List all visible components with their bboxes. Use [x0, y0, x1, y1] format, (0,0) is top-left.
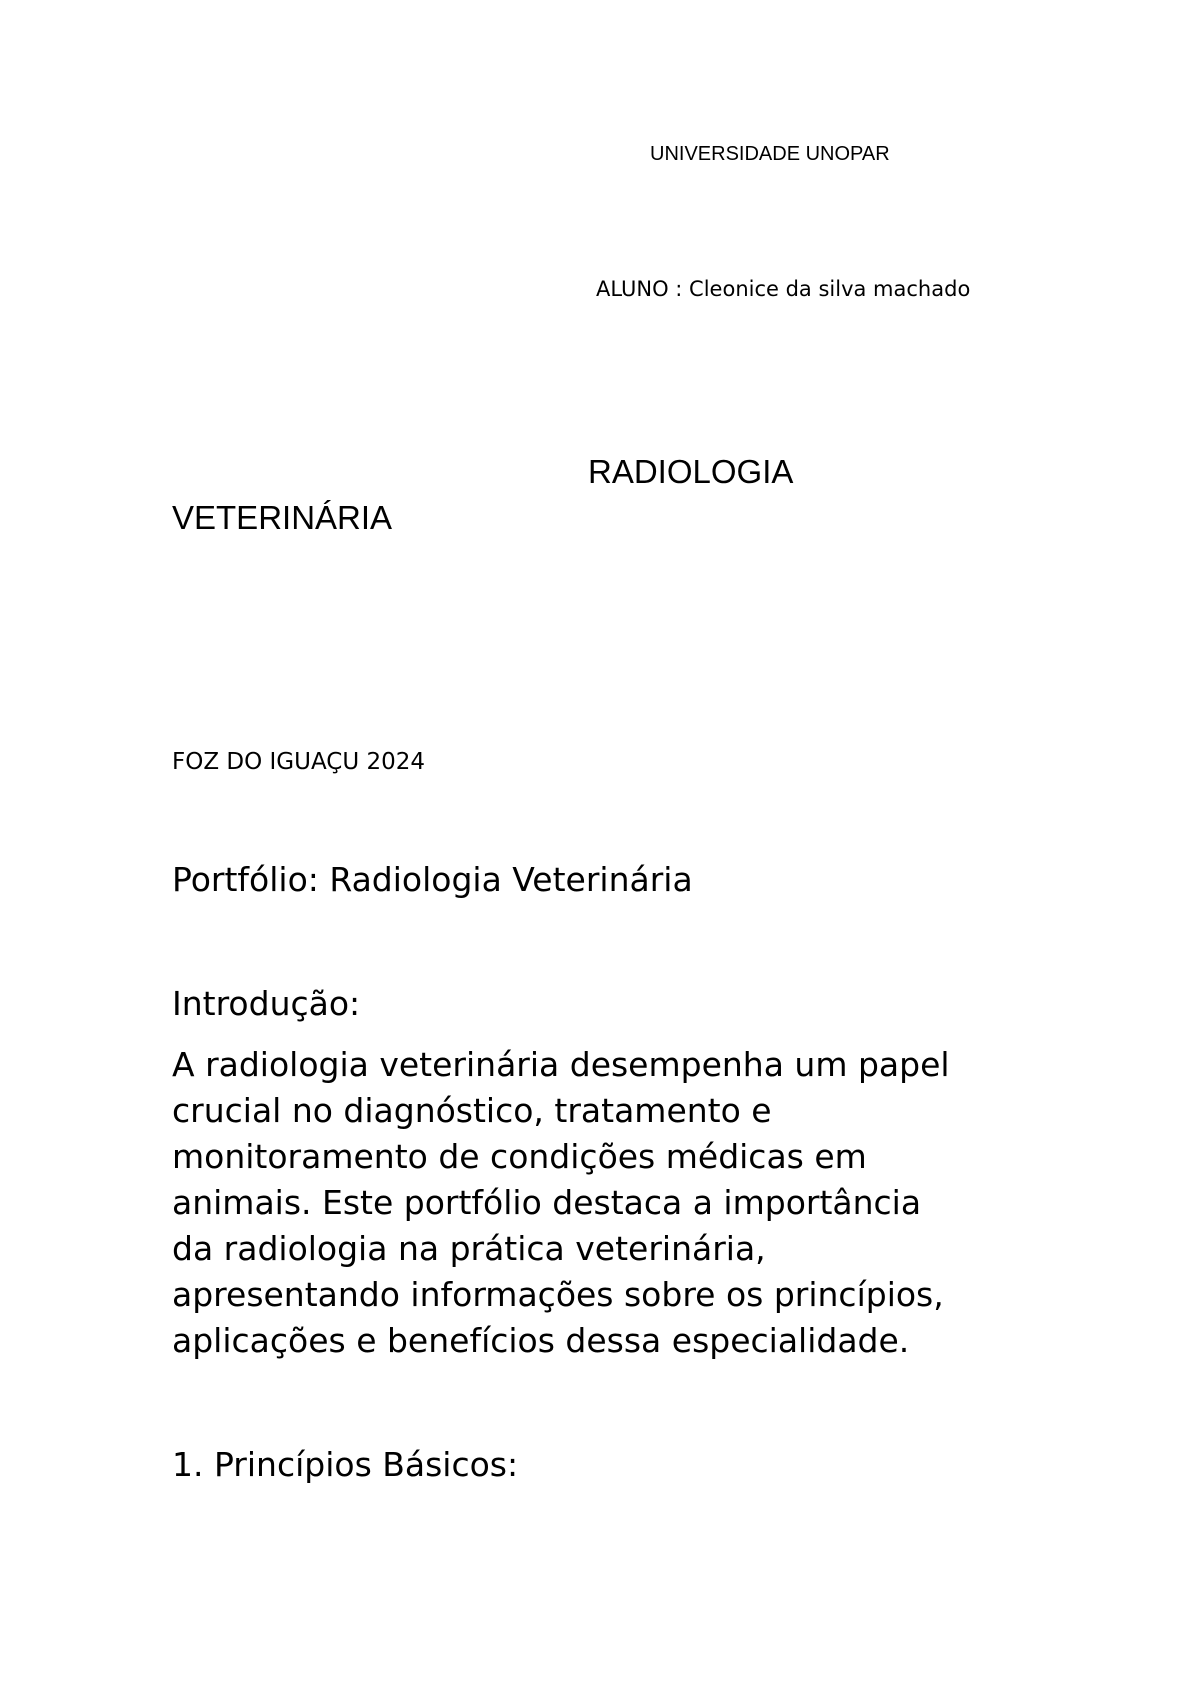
section-1-heading: 1. Princípios Básicos:	[172, 1445, 519, 1484]
document-title-line-1: RADIOLOGIA	[588, 453, 794, 490]
document-title-line-2: VETERINÁRIA	[172, 499, 393, 536]
introduction-line: apresentando informações sobre os princípios,	[172, 1275, 944, 1314]
student-name: ALUNO : Cleonice da silva machado	[596, 277, 971, 301]
introduction-paragraph	[172, 1042, 1052, 1364]
introduction-line: monitoramento de condições médicas em	[172, 1137, 867, 1176]
introduction-line: aplicações e benefícios dessa especialidade.	[172, 1321, 910, 1360]
introduction-line: crucial no diagnóstico, tratamento e	[172, 1091, 772, 1130]
introduction-line: A radiologia veterinária desempenha um papel	[172, 1045, 950, 1084]
introduction-line: animais. Este portfólio destaca a importância	[172, 1183, 922, 1222]
city-and-year: FOZ DO IGUAÇU 2024	[172, 749, 426, 775]
portfolio-heading: Portfólio: Radiologia Veterinária	[172, 860, 693, 899]
university-name: UNIVERSIDADE UNOPAR	[650, 143, 890, 165]
introduction-line: da radiologia na prática veterinária,	[172, 1229, 766, 1268]
introduction-heading: Introdução:	[172, 984, 361, 1023]
